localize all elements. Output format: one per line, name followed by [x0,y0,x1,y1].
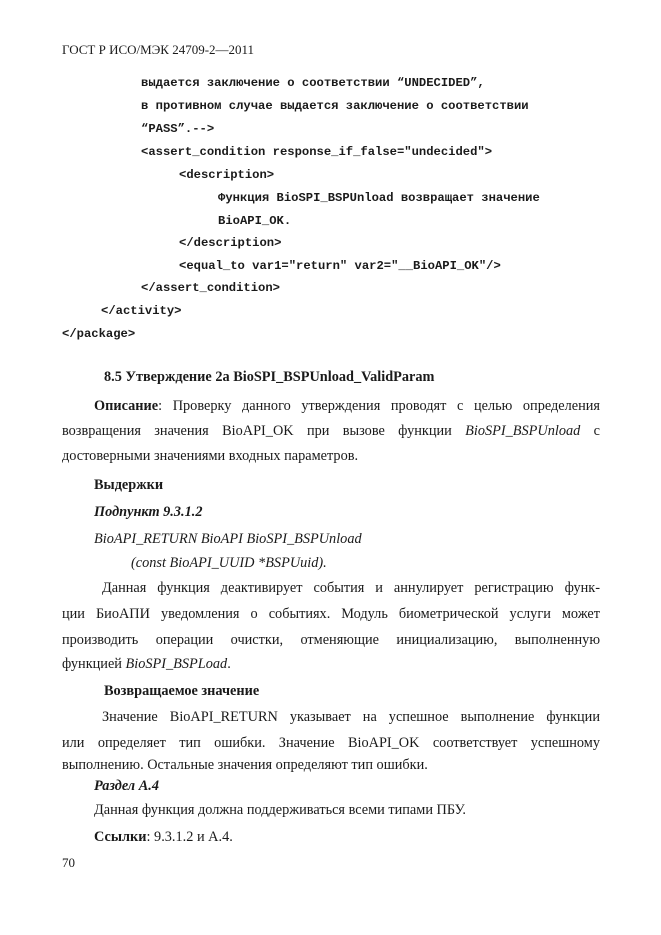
code-line: Функция BioSPI_BSPUnload возвращает значение [218,191,540,205]
paragraph-line: Значение BioAPI_RETURN указывает на успешное выполнение функции [102,709,600,725]
code-line: <assert_condition response_if_false="undecided"> [141,145,493,159]
section-heading: 8.5 Утверждение 2a BioSPI_BSPUnload_ValidParam [104,369,435,385]
code-line: в противном случае выдается заключение о соответствии [141,99,529,113]
paragraph-line: ции БиоАПИ уведомления о событиях. Модуль биометрической услуги может [62,606,600,622]
code-line: </description> [179,236,282,250]
paragraph-line: Данная функция деактивирует события и аннулирует регистрацию функ- [102,580,600,596]
code-line: BioAPI_OK. [218,214,292,228]
paragraph-line: производить операции очистки, отменяющие инициализацию, выполненную [62,632,600,648]
paragraph-line: или определяет тип ошибки. Значение BioAPI_OK соответствует успешному [62,735,600,751]
excerpts-label: Выдержки [94,477,164,493]
function-name: BioSPI_BSPUnload [465,423,581,439]
code-line: выдается заключение о соответствии “UNDECIDED”, [141,76,485,90]
description-label: Описание [94,398,159,414]
description-line: возвращения значения BioAPI_OK при вызове функции BioSPI_BSPUnload с [62,423,600,439]
section-ref-label: Раздел А.4 [94,778,159,794]
return-value-heading: Возвращаемое значение [104,683,260,699]
code-line: “PASS”.--> [141,122,215,136]
page-number: 70 [62,855,75,870]
function-signature-params: (const BioAPI_UUID *BSPUuid). [131,555,327,571]
code-line: </package> [62,327,136,341]
references-label: Ссылки [94,829,147,845]
code-line: <equal_to var1="return" var2="__BioAPI_OK"/> [179,259,501,273]
paragraph-line: выполнению. Остальные значения определяют тип ошибки. [62,757,428,773]
function-signature: BioAPI_RETURN BioAPI BioSPI_BSPUnload [94,531,362,547]
function-name: BioSPI_BSPLoad [125,656,228,672]
code-line: <description> [179,168,275,182]
description-line: достоверными значениями входных параметров. [62,448,359,464]
paragraph-line: функцией BioSPI_BSPLoad. [62,656,231,672]
paragraph-line: Данная функция должна поддерживаться всеми типами ПБУ. [94,802,466,818]
code-line: </assert_condition> [141,281,280,295]
code-line: </activity> [101,304,182,318]
description-line: Описание: Проверку данного утверждения проводят с целью определения [94,398,600,414]
subclause-label: Подпункт 9.3.1.2 [94,504,203,520]
document-header: ГОСТ Р ИСО/МЭК 24709-2—2011 [62,42,255,57]
references-line: Ссылки: 9.3.1.2 и А.4. [94,829,233,845]
